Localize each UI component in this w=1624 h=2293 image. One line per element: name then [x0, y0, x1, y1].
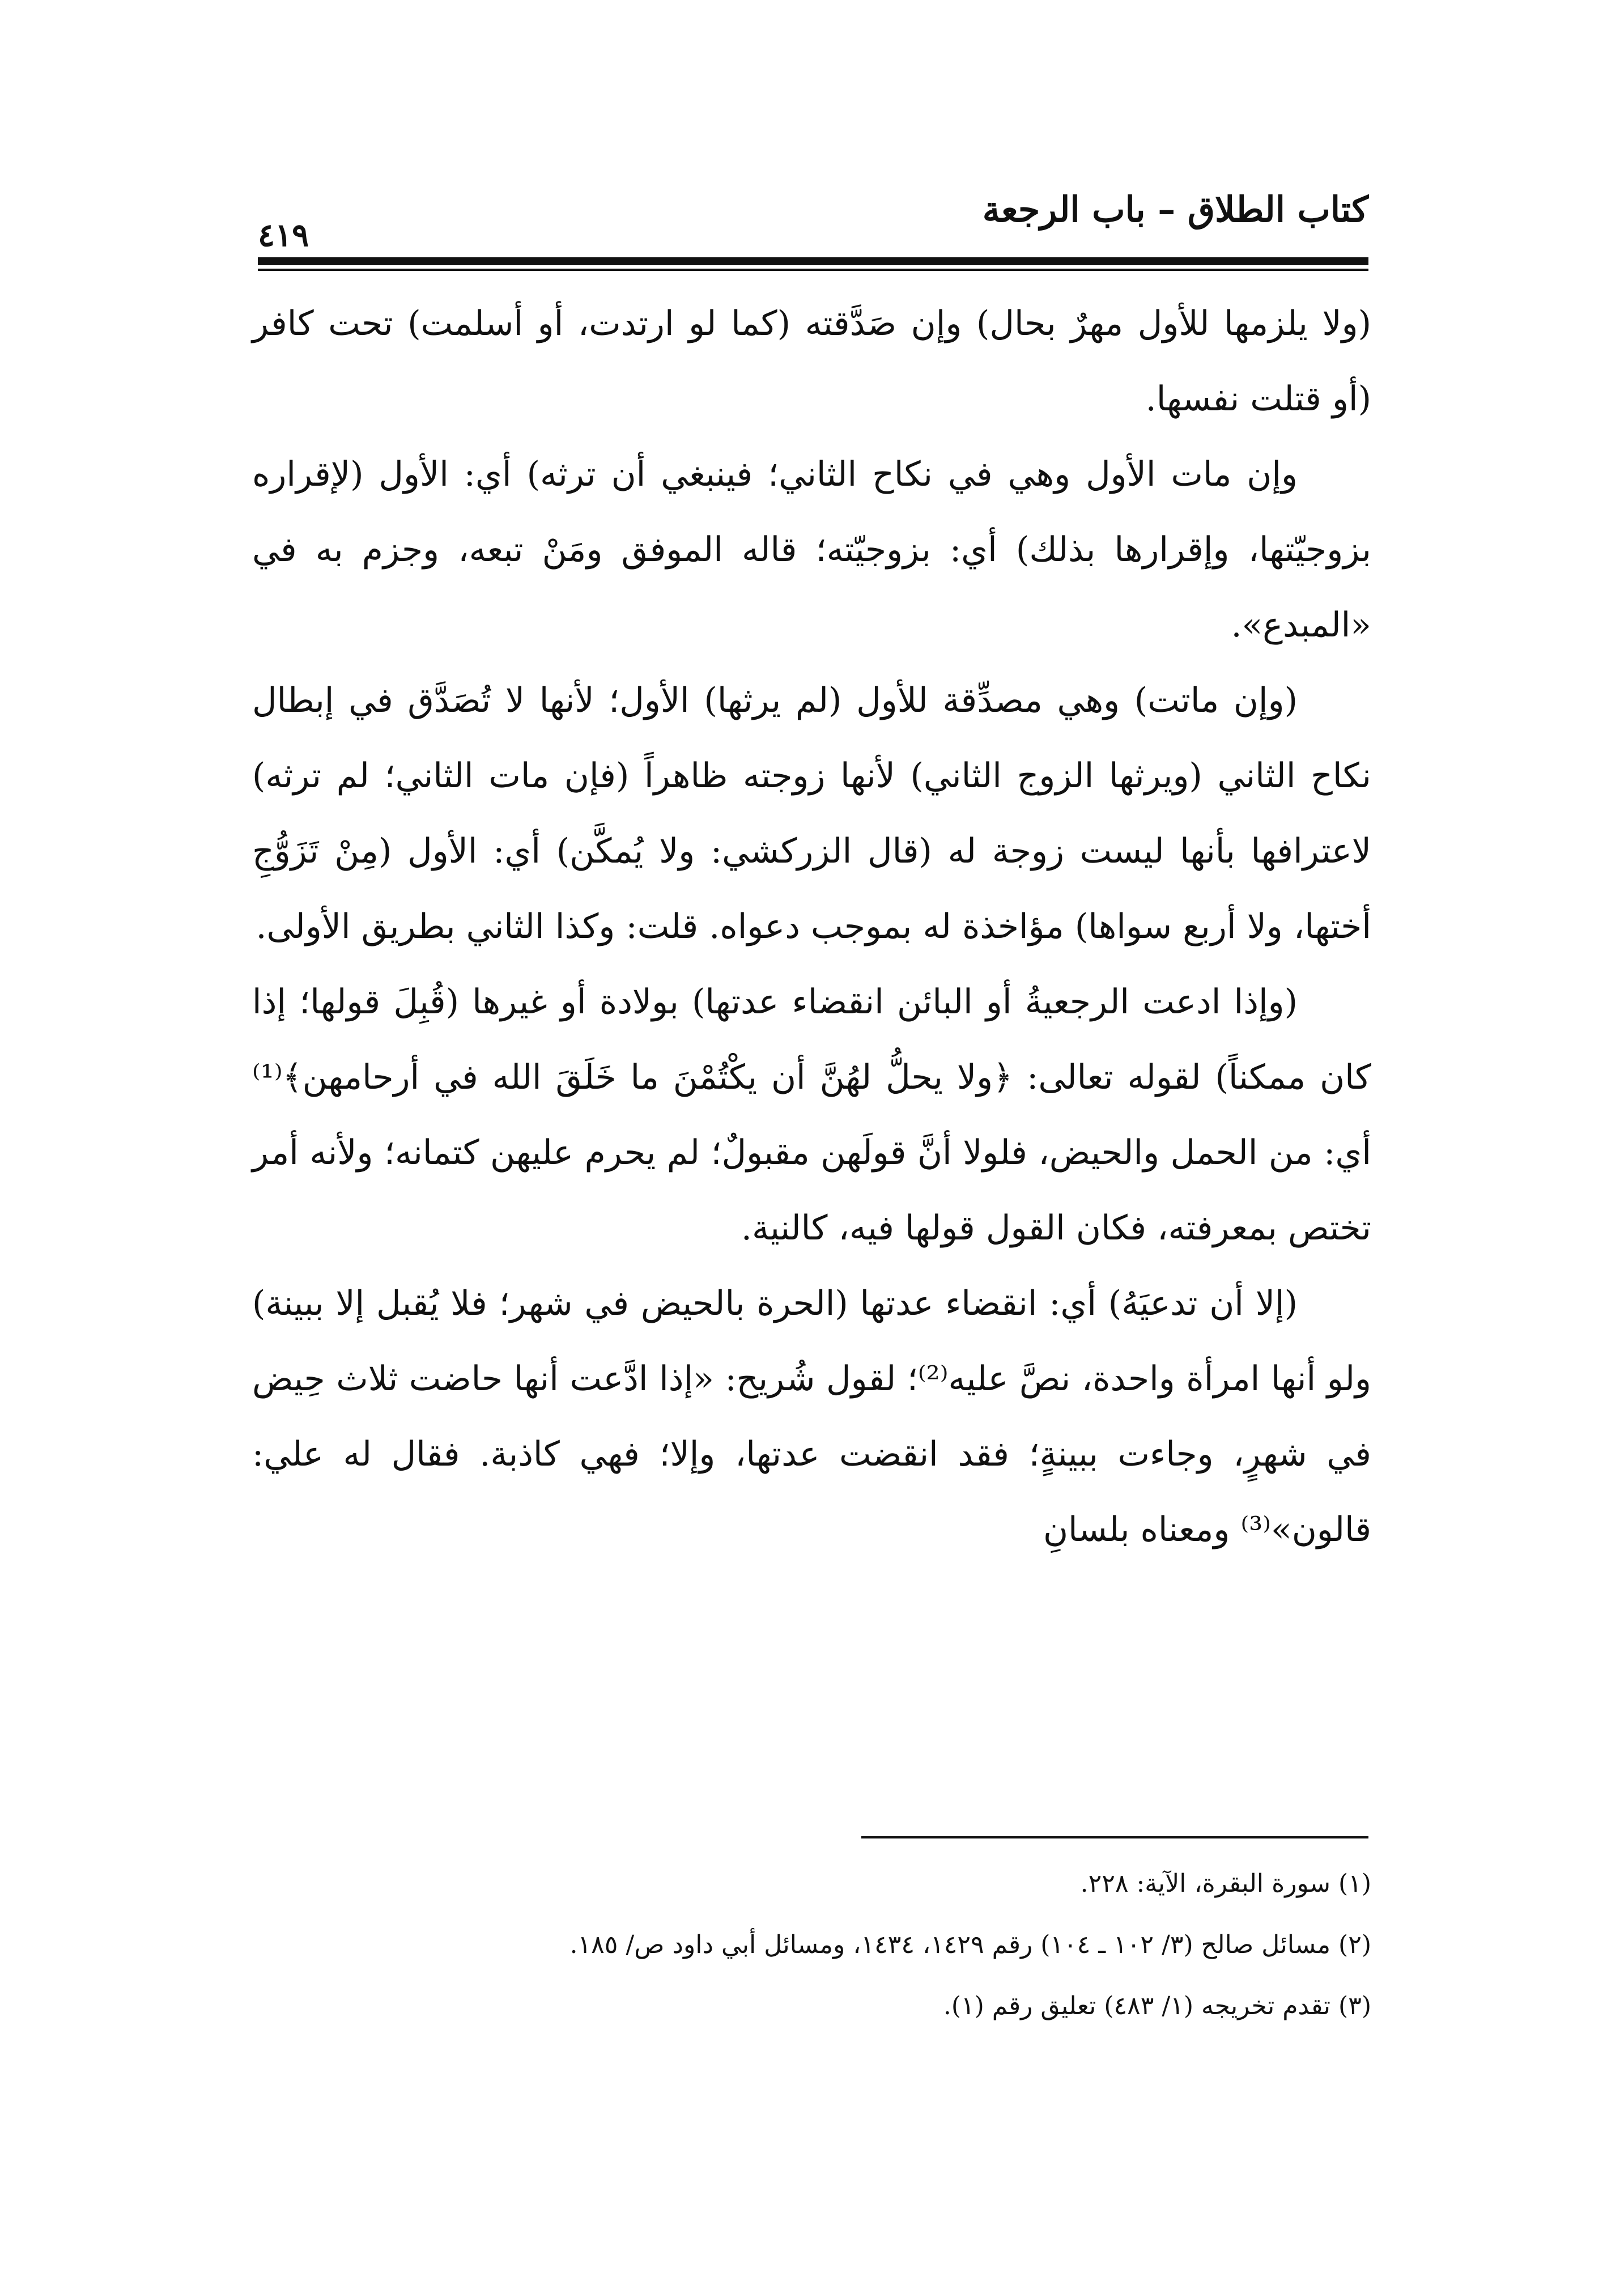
paragraph-1: (ولا يلزمها للأول مهرٌ بحال) وإن صَدَّقته (كما لو ارتدت، أو أسلمت) تحت كافر (أو قتلت نفسها.: [252, 304, 1371, 419]
header-rule-thin: [258, 269, 1368, 271]
footnote-separator: [861, 1836, 1368, 1838]
footnote-1: (١) سورة البقرة، الآية: ٢٢٨.: [1080, 1869, 1371, 1898]
main-text: [252, 286, 1371, 1568]
running-header: [258, 181, 1368, 266]
paragraph-4: (وإذا ادعت الرجعيةُ أو البائن انقضاء عدتها) بولادة أو غيرها (قُبِلَ قولها؛ إذا كان ممكناً) لقوله تعالى: ﴿ولا يحلُّ لهُنَّ أن يكْتُمْنَ ما خَلَقَ الله في أرحامهن﴾⁽¹⁾ أي: من الحمل والحيض، فلولا أنَّ قولَهن مقبولٌ؛ لم يحرم عليهن كتمانه؛ ولأنه أمر تختص بمعرفته، فكان القول قولها فيه، كالنية.: [252, 982, 1371, 1248]
page-number: ٤١٩: [258, 216, 309, 254]
chapter-title: كتاب الطلاق – باب الرجعة: [982, 189, 1368, 230]
header-rule-thick: [258, 257, 1368, 265]
paragraph-3: (وإن ماتت) وهي مصدِّقة للأول (لم يرثها) الأول؛ لأنها لا تُصَدَّق في إبطال نكاح الثاني (ويرثها الزوج الثاني) لأنها زوجته ظاهراً (فإن مات الثاني؛ لم ترثه) لاعترافها بأنها ليست زوجة له (قال الزركشي: ولا يُمكَّن) أي: الأول (مِنْ تَزَوُّجِ أختها، ولا أربع سواها) مؤاخذة له بموجب دعواه. قلت: وكذا الثاني بطريق الأولى.: [252, 681, 1371, 946]
footnote-2: (٢) مسائل صالح (٣/ ١٠٢ ـ ١٠٤) رقم ١٤٢٩، ١٤٣٤، ومسائل أبي داود ص/ ١٨٥.: [569, 1930, 1371, 1959]
paragraph-5: (إلا أن تدعيَهُ) أي: انقضاء عدتها (الحرة بالحيض في شهر؛ فلا يُقبل إلا ببينة) ولو أنها امرأة واحدة، نصَّ عليه⁽²⁾؛ لقول شُريح: «إذا ادَّعت أنها حاضت ثلاث حِيض في شهرٍ، وجاءت ببينةٍ؛ فقد انقضت عدتها، وإلا؛ فهي كاذبة. فقال له علي: قالون»⁽³⁾ ومعناه بلسانِ: [252, 1284, 1371, 1549]
footnote-3: (٣) تقدم تخريجه (١/ ٤٨٣) تعليق رقم (١).: [943, 1991, 1371, 2020]
footnotes: [252, 1853, 1371, 2037]
paragraph-2: وإن مات الأول وهي في نكاح الثاني؛ فينبغي أن ترثه) أي: الأول (لإقراره بزوجيّتها، وإقرارها بذلك) أي: بزوجيّته؛ قاله الموفق ومَنْ تبعه، وجزم به في «المبدع».: [252, 455, 1371, 645]
